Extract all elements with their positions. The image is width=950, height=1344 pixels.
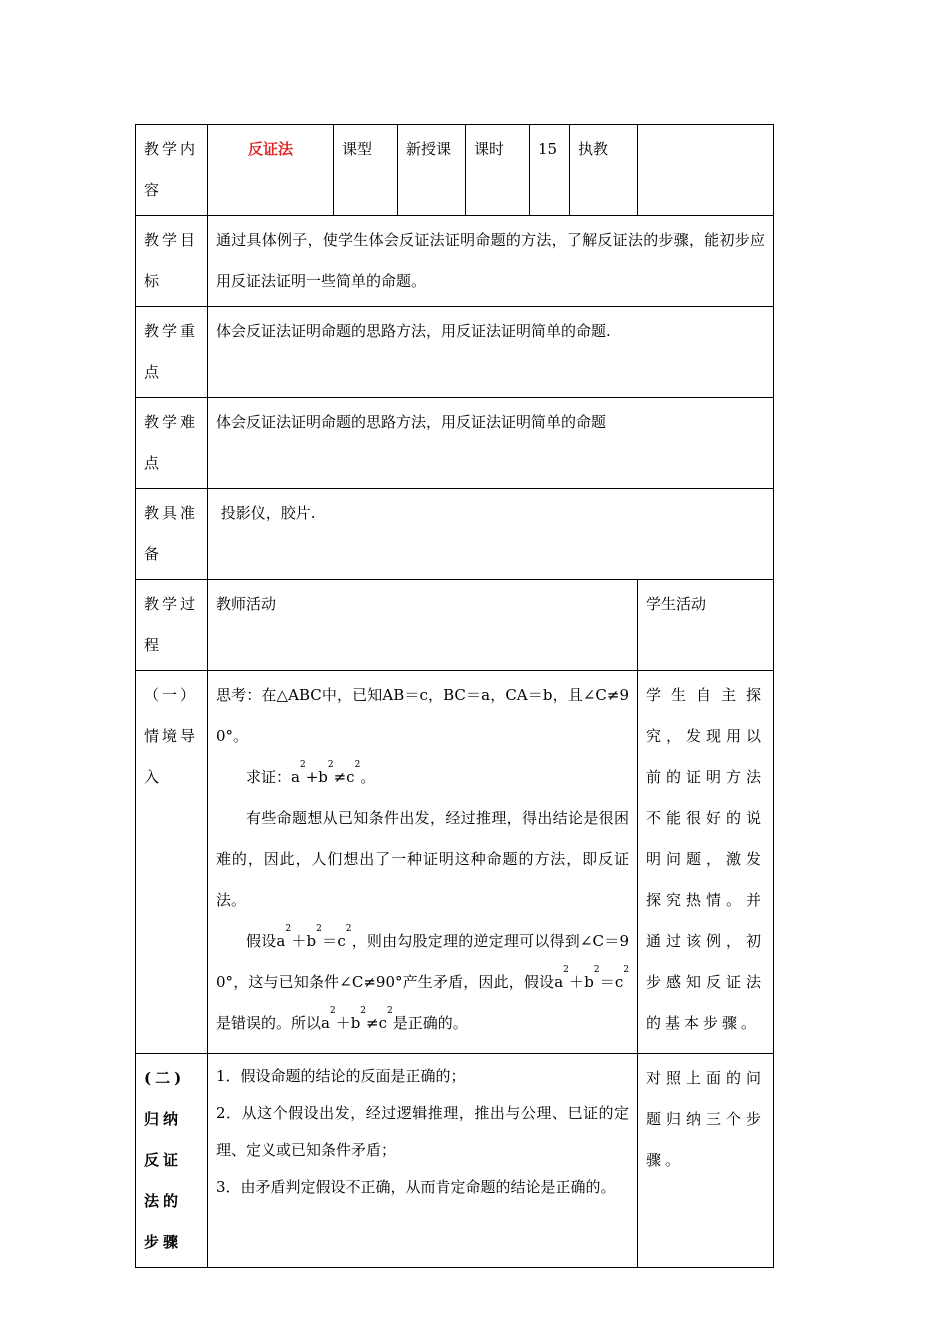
- tools-label: 教具准备: [136, 489, 208, 580]
- goals-row: [136, 216, 774, 307]
- teacher-label: 执教: [570, 125, 638, 216]
- teacher-activity-header: 教师活动: [208, 580, 638, 671]
- process-label: 教学过程: [136, 580, 208, 671]
- think-line: 思考：在△ABC中，已知AB＝c，BC＝a，CA＝b，且∠C≠90°。: [216, 686, 629, 745]
- content-label: 教学内容: [136, 125, 208, 216]
- section2-teacher: [208, 1054, 638, 1268]
- section1-teacher: [208, 671, 638, 1054]
- goals-text: 通过具体例子，使学生体会反证法证明命题的方法，了解反证法的步骤，能初步应用反证法证明一些简单的命题。: [208, 216, 774, 307]
- key-points-label: 教学重点: [136, 307, 208, 398]
- section2-student: 对照上面的问题归纳三个步骤。: [638, 1054, 774, 1268]
- key-points-row: [136, 307, 774, 398]
- prove-line: 求证：$a^2+b^2\ne c^2$。: [246, 760, 376, 786]
- type-value: 新授课: [398, 125, 466, 216]
- step-3: 3．由矛盾判定假设不正确，从而肯定命题的结论是正确的。: [216, 1178, 616, 1196]
- section1-row: [136, 671, 774, 1054]
- section2-row: [136, 1054, 774, 1268]
- section1-label: （一）情境导入: [136, 671, 208, 1054]
- teacher-value: [638, 125, 774, 216]
- content-value: 反证法: [208, 125, 334, 216]
- tools-text: 投影仪，胶片.: [208, 489, 774, 580]
- type-label: 课型: [334, 125, 398, 216]
- process-header-row: [136, 580, 774, 671]
- step-2: 2．从这个假设出发，经过逻辑推理，推出与公理、巳证的定理、定义或已知条件矛盾；: [216, 1104, 629, 1159]
- difficulties-text: 体会反证法证明命题的思路方法，用反证法证明简单的命题: [208, 398, 774, 489]
- header-row: [136, 125, 774, 216]
- intro-paragraph: 有些命题想从已知条件出发，经过推理，得出结论是很困难的，因此，人们想出了一种证明这种命题的方法，即反证法。: [216, 809, 629, 909]
- hours-value: 15: [530, 125, 570, 216]
- section1-student: 学生自主探究，发现用以前的证明方法不能很好的说明问题，激发探究热情。并通过该例，初步感知反证法的基本步骤。: [638, 671, 774, 1054]
- difficulties-row: [136, 398, 774, 489]
- difficulties-label: 教学难点: [136, 398, 208, 489]
- step-1: 1．假设命题的结论的反面是正确的；: [216, 1067, 466, 1085]
- goals-label: 教学目标: [136, 216, 208, 307]
- assume-paragraph: 假设$a^2+b^2=c^2$，则由勾股定理的逆定理可以得到∠C＝90°，这与已知条件∠C≠90°产生矛盾，因此，假设$a^2+b^2=c^2$是错误的。所以$a^2+b^2\ne c^2$是正确的。: [216, 924, 630, 1032]
- tools-row: [136, 489, 774, 580]
- student-activity-header: 学生活动: [638, 580, 774, 671]
- section2-label: (二)归纳反证法的步骤: [136, 1054, 208, 1268]
- key-points-text: 体会反证法证明命题的思路方法，用反证法证明简单的命题.: [208, 307, 774, 398]
- lesson-plan-table: [135, 124, 774, 1268]
- hours-label: 课时: [466, 125, 530, 216]
